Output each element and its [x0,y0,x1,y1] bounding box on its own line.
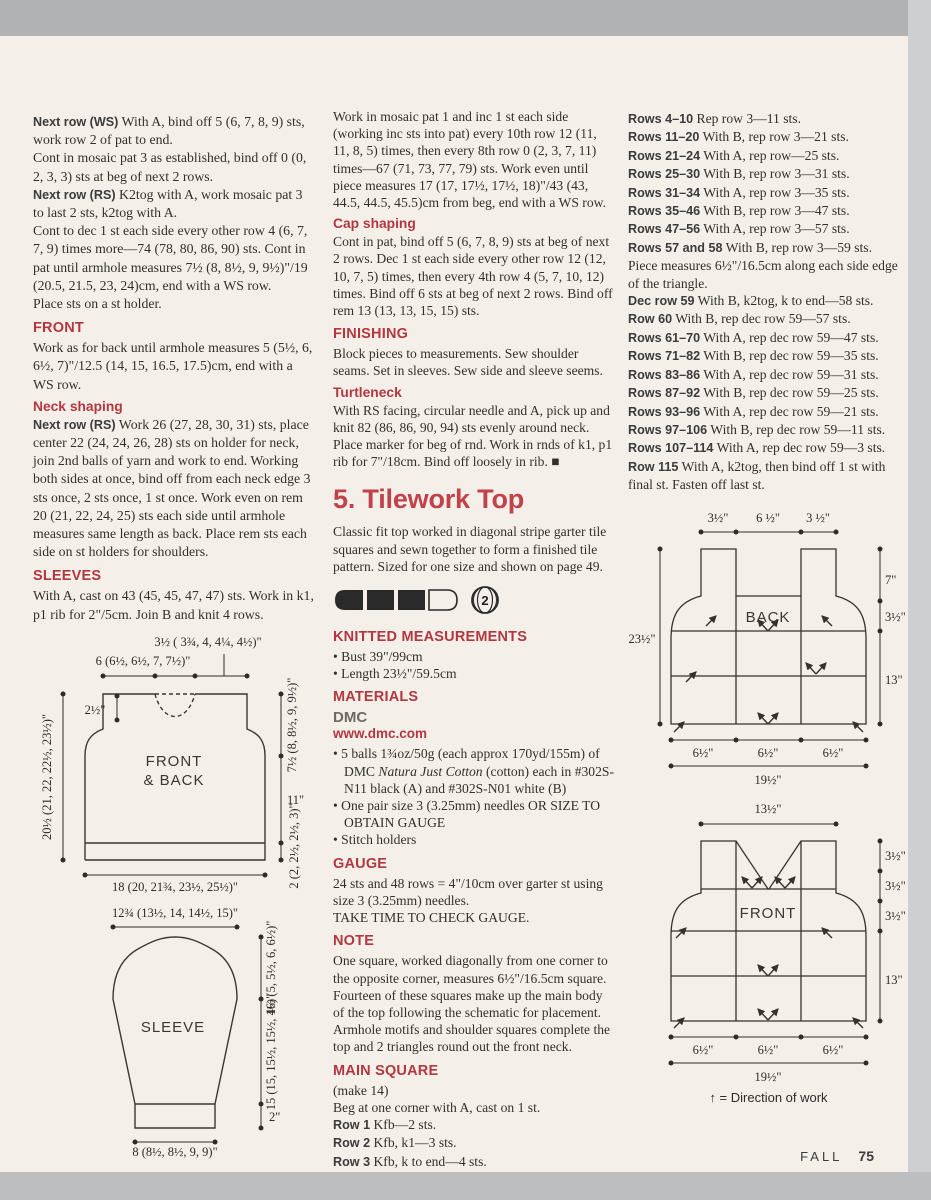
pattern-row: Dec row 59 With B, k2tog, k to end—58 sts. [628,293,874,309]
measurement-label: 6½" [822,1042,844,1057]
pattern-row: Rows 11–20 With B, rep row 3—21 sts. [628,129,849,145]
row-label: Next row (RS) [33,187,116,202]
measurement-label: 6 (6½, 6½, 7, 7½)" [95,653,191,668]
pattern-row: Row 2 Kfb, k1—3 sts. [333,1135,457,1151]
row-label: Next row (WS) [33,115,119,129]
up-arrow-icon: ↑ [709,1089,716,1105]
pattern-row: Rows 57 and 58 With B, rep row 3—59 sts. [628,239,872,255]
paragraph: Work as for back until armhole measures 5 (5½, 6, 6½, 7)"/12.5 (14, 15, 16.5, 17.5)cm, end with a WS row. [33,340,313,392]
subheading-neck-shaping: Neck shaping [33,398,123,414]
section-heading-knitted-measurements: KNITTED MEASUREMENTS [333,629,528,646]
paragraph: Cont in mosaic pat 3 as established, bind off 0 (0, 2, 3, 3) sts at beg of next 2 rows. [33,150,307,184]
measurement-label: 2 (2, 2½, 2½, 3)" [287,803,301,889]
piece-label: SLEEVE [140,1018,206,1036]
measurement-label: 8 (8½, 8½, 9, 9)" [132,1144,218,1159]
piece-label: FRONT [739,904,797,922]
measurement-label: 6½" [757,745,779,760]
subheading-turtleneck: Turtleneck [333,384,402,400]
pattern-row: Row 115 With A, k2tog, then bind off 1 st with final st. Fasten off last st. [628,458,886,493]
footer-page-number: 75 [858,1148,874,1164]
measurement-label: 6½" [757,1042,779,1057]
measurement-label: 7½ (8, 8½, 9, 9½)" [285,677,299,773]
brand-name: DMC [333,709,368,727]
difficulty-indicator [333,583,615,622]
pattern-row: Rows 93–96 With A, rep dec row 59—21 sts. [628,403,879,419]
measurement-label: 3½" [707,510,729,525]
bullet-item: • One pair size 3 (3.25mm) needles OR SIZE TO OBTAIN GAUGE [333,798,601,831]
section-heading-materials: MATERIALS [333,689,419,706]
measurement-label: 13" [885,972,903,987]
measurement-label: 6½" [822,745,844,760]
paragraph: Cont to dec 1 st each side every other row 4 (6, 7, 7, 9) times more—74 (78, 80, 86, 90) sts. Cont in pat until armhole measures 7½ (8, 8½, 9, 9½)"/19 (20.5, 21.5, 23, 24)cm, end with a WS row. [33,223,308,293]
subheading-cap-shaping: Cap shaping [333,216,416,232]
pattern-row: Rows 31–34 With A, rep row 3—35 sts. [628,184,850,200]
measurement-label: 19½" [754,1069,782,1084]
column-right [628,110,909,1105]
sleeve-schematic [25,904,325,1160]
measurement-label: 4½ (5, 5½, 6, 6½)" [264,920,278,1016]
bullet-item: • 5 balls 1¾oz/50g (each approx 170yd/155m) of DMC Natura Just Cotton (cotton) each in #302S-N11 black (A) and #302S-N01 white (B) [333,746,614,796]
measurement-label: 12¾ (13½, 14, 14½, 15)" [112,905,238,920]
measurement-label: 6½" [692,745,714,760]
measurement-label: 19½" [754,772,782,787]
section-heading-front: FRONT [33,320,84,337]
pattern-row: Rows 97–106 With B, rep dec row 59—11 sts. [628,421,886,437]
measurement-label: 3½ ( 3¾, 4, 4¼, 4½)" [154,634,262,649]
measurement-label: 2" [269,1109,281,1124]
measurement-label: 20½ (21, 22, 22½, 23½)" [40,713,54,840]
bullet-item: • Length 23½"/59.5cm [333,666,457,682]
measurement-label: 3½" [885,878,906,893]
section-heading-finishing: FINISHING [333,326,409,343]
measurement-label: 13½" [754,801,782,816]
measurement-label: 3½" [885,848,906,863]
paragraph: Block pieces to measurements. Sew shoulder seams. Set in sleeves. Sew side and sleeve seems. [333,346,603,379]
piece-label: FRONT [145,752,203,770]
scan-border-right [908,0,931,1200]
pattern-row: Row 1 Kfb—2 sts. [333,1116,437,1132]
pattern-row: Rows 4–10 Rep row 3—11 sts. [628,111,801,126]
bullet-item: • Stitch holders [333,832,417,848]
pattern-title: 5. Tilework Top [333,484,525,515]
row-label: Next row (RS) [33,417,116,432]
pattern-row: Rows 61–70 With A, rep dec row 59—47 sts. [628,329,879,345]
pattern-row: Rows 71–82 With B, rep dec row 59—35 sts. [628,348,879,364]
measurement-label: 2½" [84,702,106,717]
piece-label: BACK [745,608,791,626]
measurement-label: 23½" [628,631,656,646]
section-heading-gauge: GAUGE [333,855,388,872]
measurement-label: 3½" [885,609,906,624]
paragraph: Work in mosaic pat 1 and inc 1 st each side (working inc sts into pat) every 10th row 12 (11, 11, 8, 5) times, then every 8th row 0 (2, 3, 7, 11) times—67 (71, 73, 77, 79) sts. Work even until piece measures 17 (17, 17½, 17½, 18)"/43 (43, 44.5, 44.5, 45.5)cm from beg, end with a WS row. [333,109,606,211]
paragraph: Place sts on a st holder. [33,296,162,312]
section-heading-note: NOTE [333,933,375,950]
front-tile-schematic [626,796,911,1086]
direction-legend: ↑ = Direction of work [709,1089,828,1105]
measurement-label: 13" [885,672,903,687]
paragraph: Beg at one corner with A, cast on 1 st. [333,1099,541,1115]
brand-website[interactable]: www.dmc.com [333,726,428,742]
measurement-label: 15 (15, 15½, 15½, 16)" [264,993,278,1111]
magazine-page [0,36,908,1172]
scan-border-top [0,0,931,36]
pattern-row: Rows 35–46 With B, rep row 3—47 sts. [628,203,850,219]
front-back-schematic [25,632,325,900]
paragraph: Cont in pat, bind off 5 (6, 7, 8, 9) sts at beg of next 2 rows. Dec 1 st each side every other row 12 (12, 10, 7, 5) times, then every 4th row 4 (5, 7, 10, 12) times. Bind off 6 sts at beg of next 2 rows. Bind off rem 13 (13, 13, 15, 15) sts. [333,234,613,319]
measurement-label: 11" [287,792,305,807]
pattern-intro: Classic fit top worked in diagonal stripe garter tile squares and sewn together to form a finished tile pattern. Sized for one size and shown on page 49. [333,524,607,574]
note-text: One square, worked diagonally from one corner to the opposite corner, measures 6½"/16.5cm square. Fourteen of these squares make up the main body of the top following the schematic for placement. Armhole motifs and shoulder squares complete the top and 2 triangles round out the front neck. [333,953,611,1055]
make-count: (make 14) [333,1082,389,1098]
paragraph: With RS facing, circular needle and A, pick up and knit 82 (86, 86, 90, 94) sts evenly around neck. Place marker for beg of rnd. Work in rnds of k1, p1 rib for 7"/18cm. Bind off loosely in rib. ■ [333,402,613,470]
pattern-row: Rows 107–114 With A, rep dec row 59—3 sts. [628,440,886,456]
section-heading-main-square: MAIN SQUARE [333,1062,439,1079]
pattern-row: Rows 47–56 With A, rep row 3—57 sts. [628,221,850,237]
bullet-item: • Bust 39"/99cm [333,649,423,665]
pattern-row: Rows 25–30 With B, rep row 3—31 sts. [628,166,850,182]
gauge-text: 24 sts and 48 rows = 4"/10cm over garter st using size 3 (3.25mm) needles. [333,875,603,908]
measurement-label: 7" [885,572,897,587]
pattern-row: Piece measures 6½"/16.5cm along each side edge of the triangle. [628,258,898,291]
pattern-row: Row 3 Kfb, k to end—4 sts. [333,1153,487,1169]
piece-label: & BACK [143,771,205,789]
pattern-row: Rows 87–92 With B, rep dec row 59—25 sts. [628,385,879,401]
section-heading-sleeves: SLEEVES [33,568,102,585]
paragraph: Next row (WS) With A, bind off 5 (6, 7, 8, 9) sts, work row 2 of pat to end. [33,114,305,148]
yarn-name: Natura Just Cotton [378,763,483,779]
measurement-label: 6 ½" [756,510,780,525]
pattern-row: Rows 21–24 With A, rep row—25 sts. [628,147,840,163]
column-left [33,113,314,1160]
measurement-label: 18 (20, 21¾, 23½, 25½)" [112,879,238,894]
difficulty-icon [333,583,513,617]
paragraph: Next row (RS) K2tog with A, work mosaic pat 3 to last 2 sts, k2tog with A. [33,186,303,221]
paragraph: With A, cast on 43 (45, 45, 47, 47) sts. Work in k1, p1 rib for 2"/5cm. Join B and knit 4 rows. [33,588,314,622]
pattern-row: Rows 83–86 With A, rep dec row 59—31 sts. [628,366,879,382]
measurement-label: 6½" [692,1042,714,1057]
column-middle [333,108,615,1171]
back-tile-schematic [626,504,911,790]
gauge-warning: TAKE TIME TO CHECK GAUGE. [333,910,530,926]
yarn-weight-number: 2 [481,593,489,609]
paragraph: Next row (RS) Work 26 (27, 28, 30, 31) sts, place center 22 (24, 24, 26, 28) sts on holder for neck, join 2nd balls of yarn and work to end. Working both sides at once, bind off from each neck edge 3 sts once, 2 sts once, 1 st once. Work even on rem 20 (21, 22, 24, 25) sts each side until armhole measures same length as back. Place rem sts each side on st holders for shoulders. [33,416,311,560]
page-footer [800,1148,874,1166]
measurement-label: 3 ½" [806,510,830,525]
footer-season: FALL [800,1149,843,1164]
measurement-label: 3½" [885,908,906,923]
pattern-row: Row 60 With B, rep dec row 59—57 sts. [628,311,851,327]
scan-border-bottom [0,1172,931,1200]
